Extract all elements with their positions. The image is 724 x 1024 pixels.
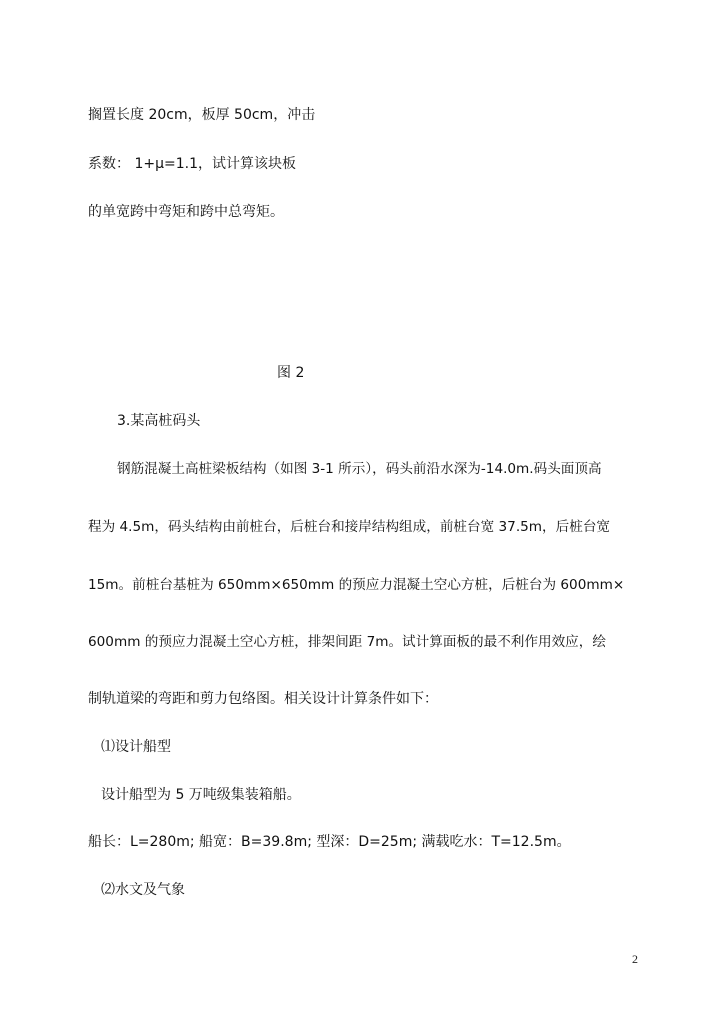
item1-heading: ⑴设计船型 xyxy=(101,739,171,755)
text-line-2: 系数： 1+μ=1.1，试计算该块板 xyxy=(88,156,296,172)
paragraph-line-4: 600mm 的预应力混凝土空心方桩，排架间距 7m。试计算面板的最不利作用效应，绘 xyxy=(88,634,606,650)
paragraph-line-5: 制轨道梁的弯距和剪力包络图。相关设计计算条件如下： xyxy=(88,691,438,707)
section-heading: 3.某高桩码头 xyxy=(117,413,201,429)
item1-text: 设计船型为 5 万吨级集装箱船。 xyxy=(101,787,301,803)
paragraph-line-1: 钢筋混凝土高桩梁板结构（如图 3-1 所示），码头前沿水深为-14.0m.码头面顶高 xyxy=(117,461,602,477)
figure-caption: 图 2 xyxy=(277,365,305,381)
page-number: 2 xyxy=(632,952,638,966)
text-line-1: 搁置长度 20cm，板厚 50cm，冲击 xyxy=(88,107,316,123)
paragraph-line-3: 15m。前桩台基桩为 650mm×650mm 的预应力混凝土空心方桩，后桩台为 600mm× xyxy=(88,577,625,593)
paragraph-line-2: 程为 4.5m，码头结构由前桩台，后桩台和接岸结构组成，前桩台宽 37.5m，后桩台宽 xyxy=(88,519,611,535)
ship-parameters: 船长：L=280m; 船宽：B=39.8m; 型深：D=25m; 满载吃水：T=12.5m。 xyxy=(88,834,571,850)
text-line-3: 的单宽跨中弯矩和跨中总弯矩。 xyxy=(88,204,284,220)
item2-heading: ⑵水文及气象 xyxy=(101,882,185,898)
